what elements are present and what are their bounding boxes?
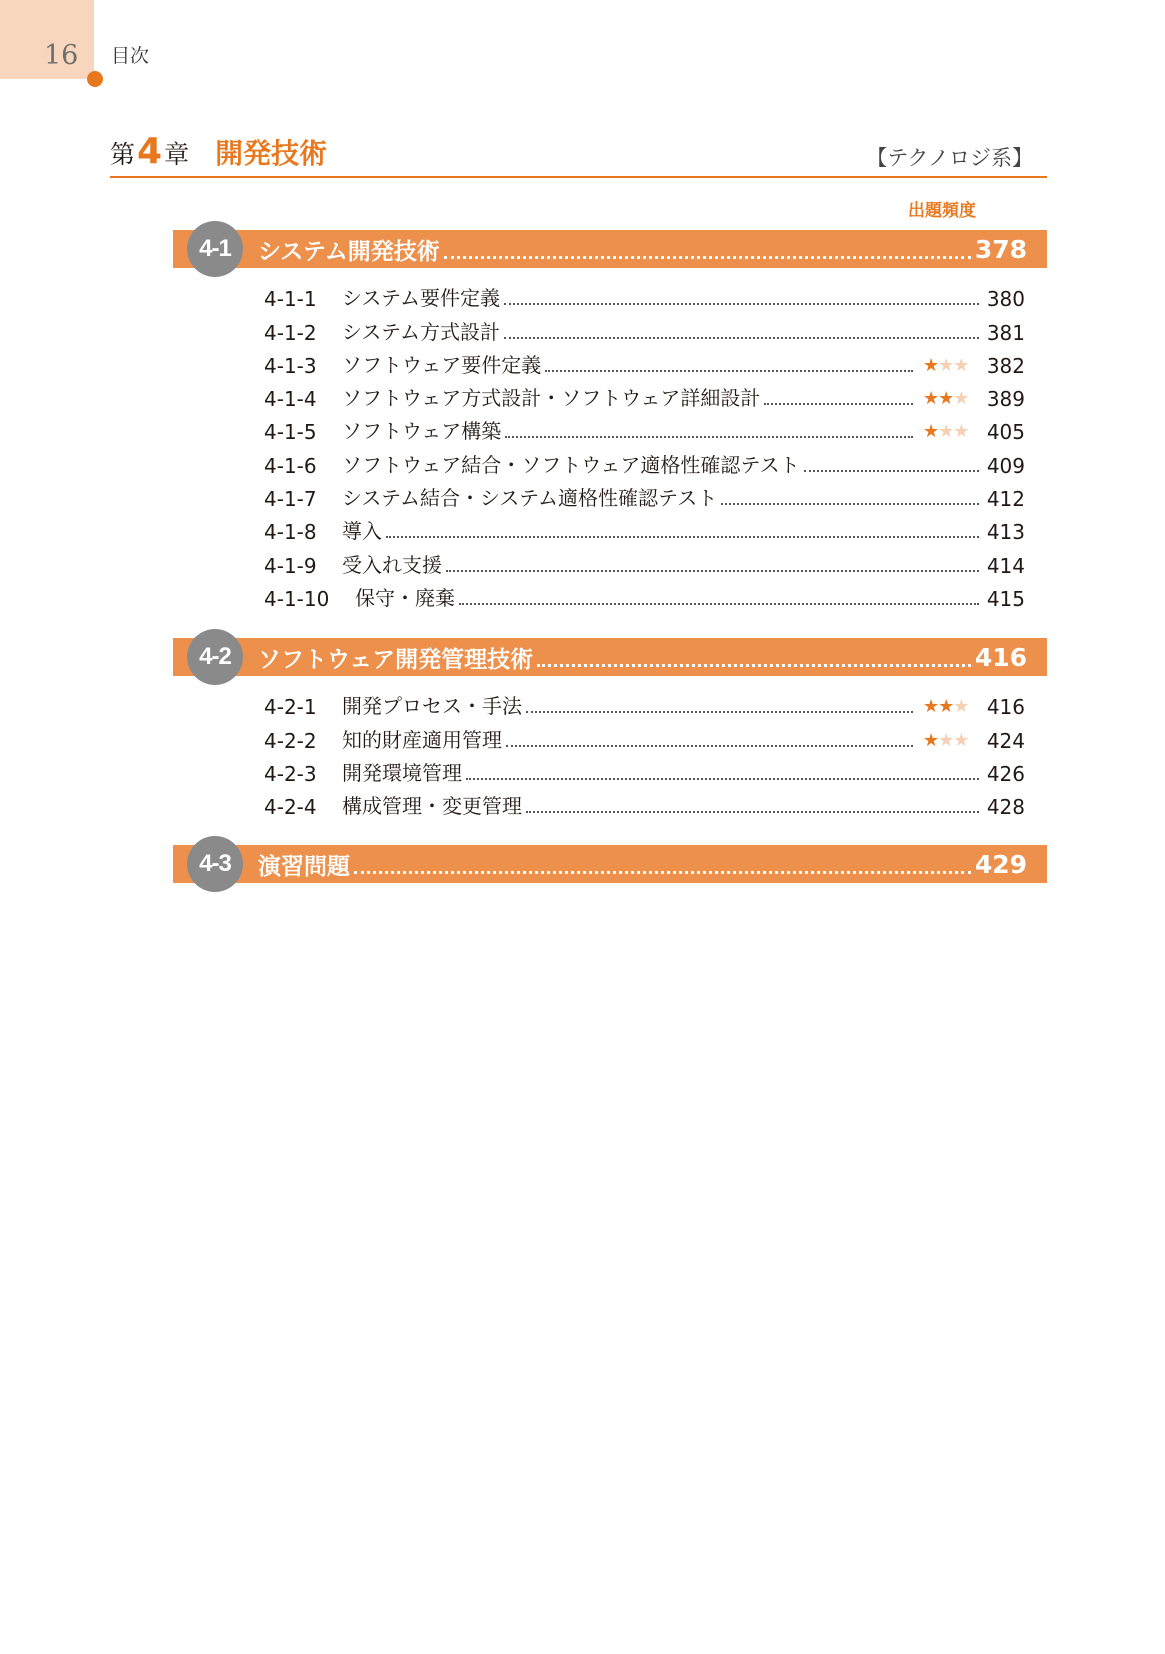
entry-page-number: 405 [986,420,1025,445]
entry-number: 4-1-8 [264,520,317,545]
entry-number: 4-2-4 [264,795,317,820]
dot-leader [506,744,913,747]
chapter-suffix: 章 [164,140,190,169]
frequency-stars [923,730,981,751]
toc-entry[interactable] [264,278,1025,311]
entry-title: 保守・廃棄 [355,585,455,610]
toc-entry[interactable] [264,544,1025,577]
entry-page-number: 414 [986,553,1025,578]
toc-entry[interactable] [264,511,1025,544]
entry-number: 4-1-10 [264,586,330,611]
entry-number: 4-1-9 [264,553,317,578]
frequency-stars [923,355,981,376]
entry-title: システム方式設計 [342,319,500,344]
toc-entry[interactable] [264,378,1025,411]
section-title [258,230,1027,268]
frequency-label: 出題頻度 [908,201,976,221]
toc-entry[interactable] [264,753,1025,786]
dot-leader [526,810,979,813]
chapter-number: 4 [137,131,163,172]
section-badge: 4-3 [187,836,243,892]
dot-leader [804,469,979,472]
section-page-number: 429 [974,849,1027,879]
section-title-text: ソフトウェア開発管理技術 [258,646,534,673]
section-title-text: 演習問題 [258,853,350,880]
section-bar[interactable] [173,230,1047,268]
section-page-number: 416 [974,642,1027,672]
toc-section [173,638,1047,819]
dot-leader [354,870,971,874]
entry-number: 4-1-3 [264,353,317,378]
toc-entry[interactable] [264,311,1025,344]
entry-title: 開発プロセス・手法 [342,694,522,719]
entry-title: 知的財産適用管理 [342,727,502,752]
toc-entry[interactable] [264,411,1025,444]
entry-list [173,278,1047,611]
entry-number: 4-2-1 [264,695,317,720]
running-head: 目次 [111,45,150,67]
dot-leader [466,777,979,780]
section-bar[interactable] [173,638,1047,676]
star-empty-icon: ★ [953,388,969,410]
entry-title: 受入れ支援 [342,552,442,577]
star-filled-icon: ★ [923,696,939,718]
star-filled-icon: ★ [923,729,939,751]
star-filled-icon: ★ [938,696,954,718]
dot-leader [721,502,979,505]
toc-entry[interactable] [264,444,1025,477]
frequency-stars [923,388,981,409]
section-badge: 4-1 [187,221,243,277]
entry-page-number: 389 [986,387,1025,412]
entry-title: 開発環境管理 [342,760,462,785]
toc-section [173,230,1047,611]
dot-leader [504,336,979,339]
entry-number: 4-1-6 [264,453,317,478]
dot-leader [444,255,971,259]
star-empty-icon: ★ [953,354,969,376]
chapter-title [110,131,328,172]
star-filled-icon: ★ [923,388,939,410]
toc-entry[interactable] [264,719,1025,752]
entry-number: 4-1-7 [264,487,317,512]
toc-entry[interactable] [264,478,1025,511]
entry-page-number: 413 [986,520,1025,545]
entry-page-number: 416 [986,695,1025,720]
entry-page-number: 412 [986,487,1025,512]
dot-leader [764,402,913,405]
frequency-stars [923,696,981,717]
entry-title: システム結合・システム適格性確認テスト [342,486,718,511]
star-empty-icon: ★ [953,421,969,443]
entry-title: システム要件定義 [342,286,500,311]
entry-list [173,686,1047,819]
toc-entry[interactable] [264,578,1025,611]
dot-leader [386,535,979,538]
toc-entry[interactable] [264,345,1025,378]
toc-entry[interactable] [264,686,1025,719]
entry-number: 4-1-1 [264,287,317,312]
chapter-name: 開発技術 [215,137,328,170]
dot-leader [446,569,979,572]
section-page-number: 378 [974,234,1027,264]
entry-page-number: 424 [986,728,1025,753]
toc-entry[interactable] [264,786,1025,819]
entry-page-number: 428 [986,795,1025,820]
star-empty-icon: ★ [938,421,954,443]
entry-page-number: 426 [986,761,1025,786]
star-filled-icon: ★ [938,388,954,410]
entry-page-number: 382 [986,353,1025,378]
dot-leader [537,663,971,667]
entry-number: 4-1-5 [264,420,317,445]
section-badge: 4-2 [187,629,243,685]
star-filled-icon: ★ [923,421,939,443]
entry-title: 構成管理・変更管理 [342,794,522,819]
dot-leader [526,710,913,713]
entry-title: ソフトウェア要件定義 [342,352,542,377]
entry-number: 4-2-3 [264,761,317,786]
entry-page-number: 380 [986,287,1025,312]
star-empty-icon: ★ [953,696,969,718]
entry-page-number: 415 [986,586,1025,611]
entry-title: ソフトウェア結合・ソフトウェア適格性確認テスト [342,452,800,477]
frequency-stars [923,421,981,442]
toc-section [173,845,1047,883]
section-bar[interactable] [173,845,1047,883]
entry-page-number: 381 [986,320,1025,345]
page-number: 16 [44,40,79,71]
entry-number: 4-1-4 [264,387,317,412]
entry-number: 4-1-2 [264,320,317,345]
dot-leader [504,302,979,305]
star-empty-icon: ★ [938,354,954,376]
dot-leader [505,435,913,438]
star-filled-icon: ★ [923,354,939,376]
chapter-prefix: 第 [110,140,136,169]
entry-page-number: 409 [986,453,1025,478]
entry-title: ソフトウェア構築 [342,419,502,444]
dot-leader [545,369,913,372]
star-empty-icon: ★ [953,729,969,751]
page-dot-icon [87,71,103,87]
section-title [258,845,1027,883]
dot-leader [459,602,979,605]
chapter-category: 【テクノロジ系】 [866,146,1033,170]
section-title [258,638,1027,676]
section-title-text: システム開発技術 [258,238,440,265]
entry-number: 4-2-2 [264,728,317,753]
entry-title: ソフトウェア方式設計・ソフトウェア詳細設計 [342,386,761,411]
star-empty-icon: ★ [938,729,954,751]
entry-title: 導入 [342,519,382,544]
chapter-header [110,131,1047,178]
